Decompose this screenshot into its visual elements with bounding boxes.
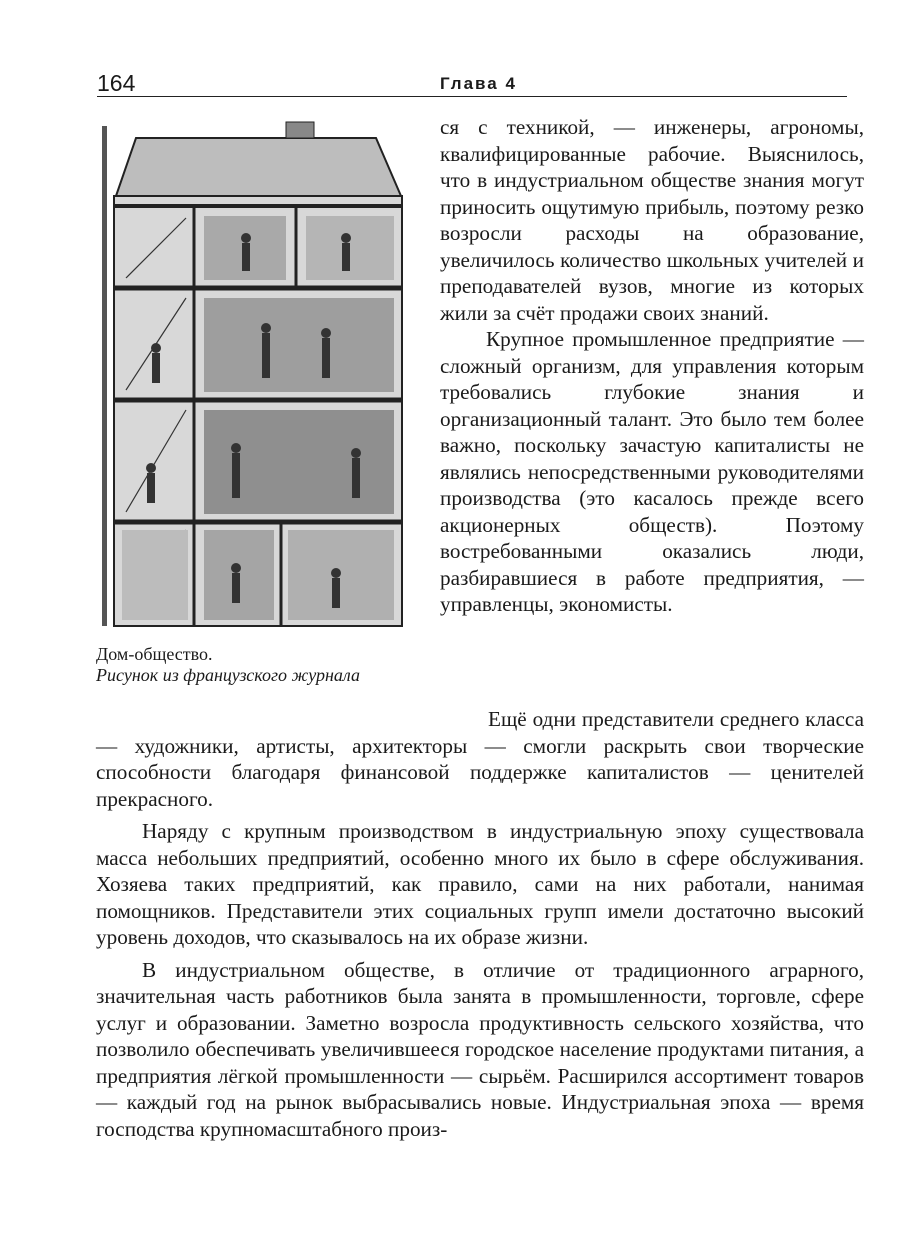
- house-illustration: [96, 118, 418, 628]
- caption-title: Дом-общество.: [96, 644, 213, 664]
- header-rule: [97, 96, 847, 97]
- caption-source: Рисунок из французского журнала: [96, 665, 360, 685]
- main-text: [96, 706, 864, 1142]
- chapter-title: Глава 4: [440, 74, 517, 93]
- paragraph-2: Крупное промышленное предприятие — сложный организм, для управления которым требовались глубокие знания и организационный талант. Это было тем более важно, поскольку зачастую капиталисты не являлись непосредственными руководителями производства (это касалось прежде всего акционерных обществ). Поэтому востребованными оказались люди, разбиравшиеся в работе предприятия, — управленцы, экономисты.: [440, 327, 864, 616]
- figure-caption: [96, 644, 426, 686]
- paragraph-1: ся с техникой, — инженеры, агрономы, квалифицированные рабочие. Выяснилось, что в индустриальном обществе знания могут приносить ощутимую прибыль, поэтому резко возросли расходы на образование, увеличилось количество школьных учителей и преподавателей вузов, многие из которых жили за счёт продажи своих знаний.: [440, 115, 864, 325]
- paragraph-3: Ещё одни представители среднего класса — художники, артисты, архитекторы — смогли раскрыть свои творческие способности благодаря финансовой поддержке капиталистов — ценителей прекрасного.: [96, 707, 864, 811]
- page-header: [97, 68, 847, 98]
- paragraph-4: Наряду с крупным производством в индустриальную эпоху существовала масса небольших предприятий, особенно много их было в сфере обслуживания. Хозяева таких предприятий, как правило, сами на них работали, нанимая помощников. Представители этих социальных групп имели достаточно высокий уровень доходов, что сказывалось на их образе жизни.: [96, 819, 864, 949]
- paragraph-5: В индустриальном обществе, в отличие от традиционного аграрного, значительная часть работников была занята в промышленности, торговле, сфере услуг и образовании. Заметно возросла продуктивность сельского хозяйства, что позволило обеспечивать увеличившееся городское население продуктами питания, а предприятия лёгкой промышленности — сырьём. Расширился ассортимент товаров — каждый год на рынок выбрасывались новые. Индустриальная эпоха — время господства крупномасштабного произ-: [96, 957, 864, 1141]
- side-column: [440, 114, 864, 618]
- page-number: 164: [97, 70, 136, 96]
